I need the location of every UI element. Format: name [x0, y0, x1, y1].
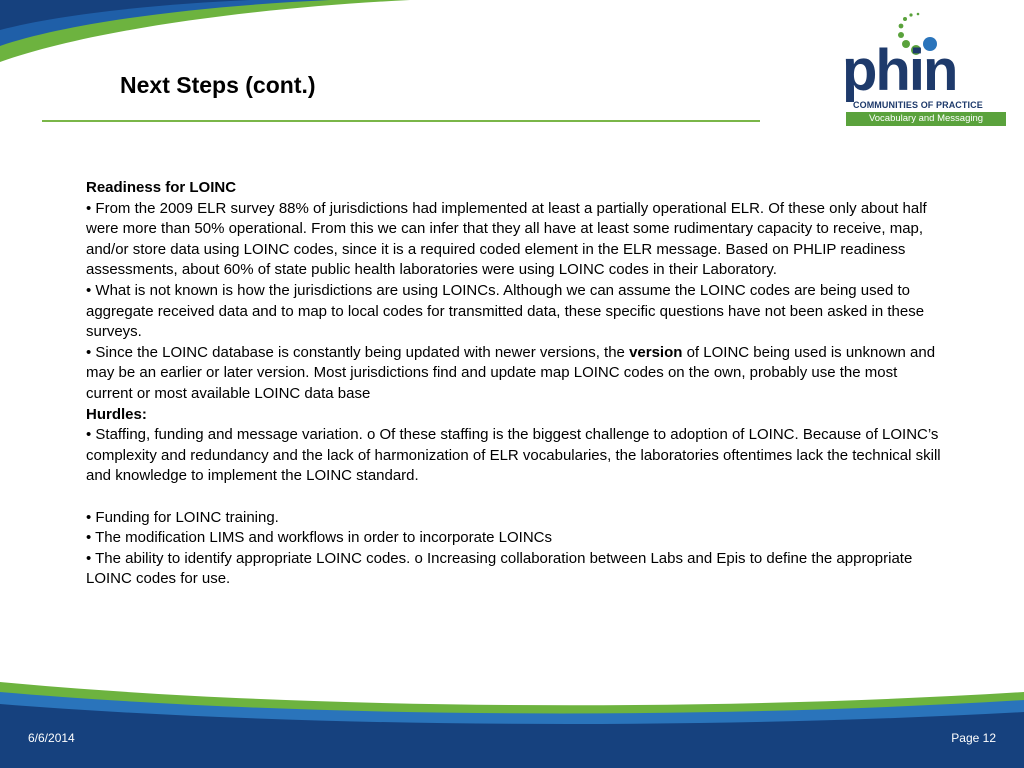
phin-logo — [838, 10, 1010, 128]
footer-page-number: Page 12 — [951, 731, 996, 745]
footer-date: 6/6/2014 — [28, 731, 75, 745]
title-divider — [42, 120, 760, 122]
heading-readiness: Readiness for LOINC — [86, 179, 237, 196]
slide-title: Next Steps (cont.) — [120, 72, 316, 98]
body-text — [86, 178, 941, 590]
heading-hurdles: Hurdles: — [86, 405, 147, 423]
bullet-version-text-2: of LOINC being used is unknown and may be an earlier or later version. Most jurisdictions find and update map LOINC codes on the own, probably use the most current or most available LOINC data base — [86, 343, 936, 402]
logo-wordmark: phin — [842, 38, 957, 103]
bullet-not-known: • What is not known is how the jurisdictions are using LOINCs. Although we can assume the LOINC codes are being used to aggregate received data and to map to local codes for transmitted data, these specific questions have not been asked in these surveys. — [86, 281, 925, 341]
bullet-version-bold: version — [629, 343, 683, 361]
logo-band: Vocabulary and Messaging — [846, 112, 1006, 126]
bullet-lims: • The modification LIMS and workflows in order to incorporate LOINCs — [86, 529, 553, 547]
bullet-version-text-1: • Since the LOINC database is constantly being updated with newer versions, the — [86, 343, 630, 361]
bullet-elr-survey: • From the 2009 ELR survey 88% of jurisdictions had implemented at least a partially operational ELR. Of these only about half were more than 50% operational. From this we can infer that they all have at least some rudimentary capacity to receive, map, and/or store data using LOINC codes, since it is a required coded element in the ELR message. Based on PHLIP readiness assessments, about 60% of state public health laboratories were using LOINC codes in their Laboratory. — [86, 199, 927, 279]
logo-subtitle: COMMUNITIES OF PRACTICE — [853, 100, 983, 110]
bottom-swoosh-decoration — [0, 670, 1024, 768]
bullet-funding: • Funding for LOINC training. — [86, 508, 279, 526]
paragraph-spacer — [86, 487, 941, 508]
bullet-identify-codes: • The ability to identify appropriate LOINC codes. o Increasing collaboration between Labs and Epis to define the appropriate LOINC codes for use. — [86, 549, 913, 588]
bullet-staffing: • Staffing, funding and message variation. o Of these staffing is the biggest challenge to adoption of LOINC. Because of LOINC’s complexity and redundancy and the lack of harmonization of ELR vocabularies, the laboratories oftentimes lack the technical skill and knowledge to implement the LOINC standard. — [86, 426, 941, 485]
bullet-version — [86, 343, 941, 405]
